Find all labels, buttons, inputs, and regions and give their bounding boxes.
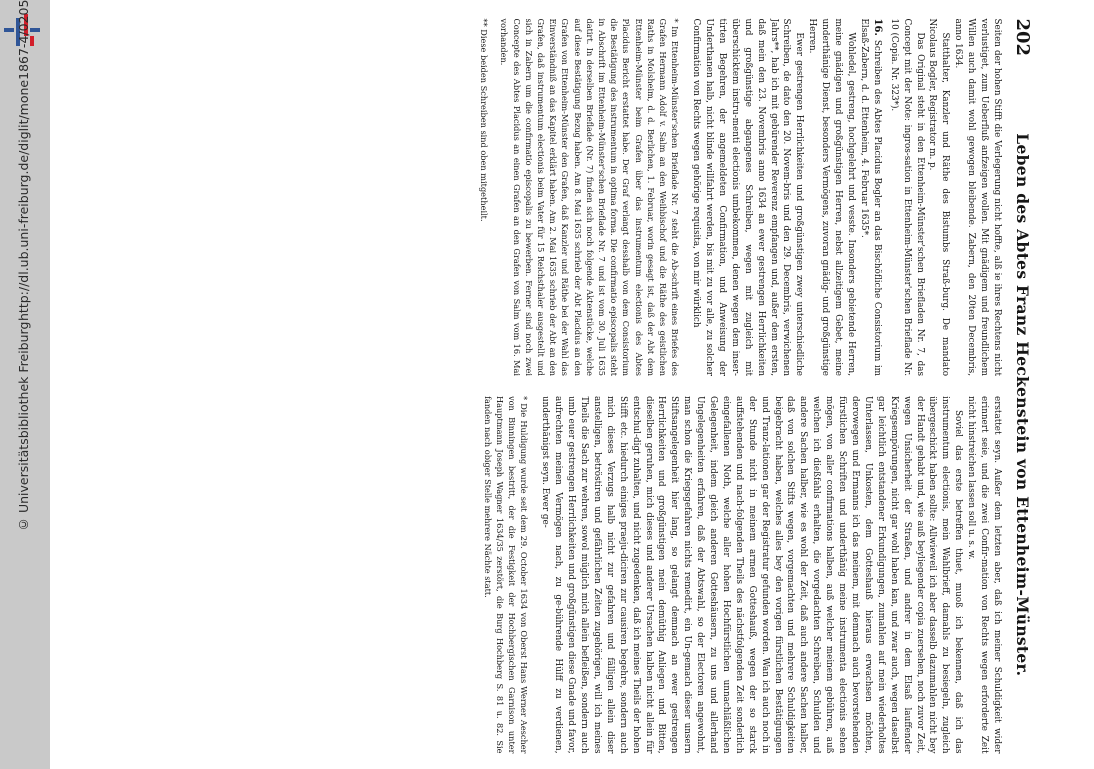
- running-title: Leben des Abtes Franz Heckenstein von Ettenheim-Münster.: [1013, 132, 1032, 676]
- copyright-notice: © Universitätsbibliothek Freiburg: [16, 321, 31, 532]
- paragraph: Soviel das erste betreffen thuet, muoß ich bekennen, daß ich das instrumentum electionis, mein Wahlbrieff, damahls zu besiegeln, zugleich übergeschickt haben sollte: Allwieweil ich aber dasselb dazumahlen nicht bey der Handt gehabt und, wie auß beyliegender copia zuersehen, noch zuvor Zeit, wegen Unsicherheit der Straßen, und andrer in dem Elsaß lauffender Kriegsempörungen, nicht gar wohl haben kan, und zwar auch, wegen daselbst gar leichtlich entstandener Erkundigungen, zumahlen auf mein wiederholtes Unterlassen, Unkosten, dem Gotteshauß hieraus erwachsen möchten, derowegen und Ermanns ich das meinem, mit demnach auch bevorstehenden fürstlichen Schriften und underthänig meine instrumenta electionis sehen mögen, von aller confirmations halben, auß welcher meinem gebühren, auß welchen ich dießfahls erhalten, die vorgedachten Schreiben, Schulden und andere Sachen halber, wie es wohl der Zeit, daß auch andere Sachen halber, daß von solchen Stifts wegen, vorgemachten und mehrere Schuldigkeiten beigebracht haben, welches alles bey den vorigen fürstlichen Bestätigungen und Tranz-lationen gar der Registratur gefunden worden. Wan ich auch noch in der Stunde nicht in meinem armen Gotteshauß, wegen der so starck auffstehenden und nach-folgenden Theils des nächstfolgenden Zeit sonderlich eingefallenen Noth, welche aller hohen Hochfürstlichen unnachläßlichen Gelegenheit, indem gleich anderen Gotteshäusern, zu uns und allerhand Ungelegenheiten erfahren, daß der Abtswahl, so der Electoren angewohnt, man schon die Kriegsgefahren nichts remedirt, ein Un-gemach dieser unsern Stiftsangelegenheit hier lang, so gelangt demnach an ewer gestrengen Herrlichkeiten und großgünstigen mein demüthig Anliegen und Bitten, dieselben geruhen, mich dieses und anderer Ursachen halben nicht allein für entschul-digt zuhalten, und nicht zugedenken, daß ich meines Theils der hohen Stifft etc. hiedurch einiges praeju-diciren zur causiren begehre, sondern auch mich dieses Verzugs halb nicht zur gefahren und fälligen allein diser anstelligen, betröstiren und gefährlichen Zeiten zugehörigen, will ich meines Theils die Sach zur wehren, sowol müglich mich allein befleißen, sondern auch umb euer gestrengen Herrlichkeiten und großgünstigen diese Gnade und favor, aufrechten meinen Vermögen nach, zu ge-bührende Hülff zu verdienen, underthänigst seyn. Ewer ge-: [540, 395, 964, 753]
- paragraph: Seiten der hohen Stifft die Verlegerung nicht hoffte, alß ie ihres Rechtens nicht verlustiget, zum Ueberfluß anfzeigen wollen. Mit gnädigem und freundlichem Willen auch damit wohl gewogen bleibende. Zabern, den 20ten Decembris, anno 1634.: [953, 18, 1002, 376]
- scanned-page: [105, 0, 1045, 769]
- document-number: 16.: [871, 18, 883, 36]
- text-columns: [123, 18, 1003, 753]
- paragraph: Wohledel, gestreng, hochgelehrt und vesste. Insonders gebietende Herren, meine gnädigen und großgünstigen Herren, nebst allzeitigem Gebet, meine underthänige Dienst, besonders Vermögens, zuvoran gnädig- und großgünstige Herren.: [807, 18, 857, 376]
- source-url-link[interactable]: http://dl.ub.uni-freiburg.de/diglit/mone1867-4/0205: [16, 0, 31, 322]
- page-image-area: [70, 0, 1080, 769]
- paragraph: Ewer gestrengen Herrlichkeiten und großgünstigen zwey unterschiedliche Schreiben, de dato den 20. Novem-bris und den 29. Decembris, verwichenen Jahrs**, hab ich mit gebürender Reverenz empfangen und, außer dem ersten, daß mein den 23. Novembris anno 1634 an ewer gestrengen Herrlichkeiten und großgünstige abgangenes Schreiben, wegen mit zugleich mit überschicktem instru-menti electionis umbekommen, denen wegen dem inser-tirten Begehren, der angemeldeten Confirmation, und Anweisung der Underthanen halb, nicht blinde willfahrt werden, bis mit zu vor alle, zu solcher Confirmation von Rechts wegen gehörige requisita, von mir würklich: [691, 18, 805, 376]
- left-column: [123, 18, 1003, 376]
- footnote: * Im Ettenheim-Münster'schen Brieflade Nr. 7 steht die Ab-schrift eines Briefes des Grafen Hermann Adolf v. Salm an den Weihbischof und die Räthe des geistlichen Raths in Molsheim, d. d. Berlichen, 1. Februar, worin gesagt ist, daß der Abt dem Ettenheim-Münster beim Grafen über das instrumentum electionis des Abtes Placidus Bericht erstattet habe. Der Graf verlangt desshalb von dem Consistorium die Bestätigung des instrumentum in optima forma. Die confirmatio episcopalis steht in Abschrift im Ettenheim-Münster'schen Brieflade Nr. 7 und ist vom 30. Juli 1635 datirt. In derselben Brieflade (Nr. 7) finden sich noch folgende Aktenstücke, welche auf diese Bestätigung Bezug haben. Am 8. Mai 1635 schrieb der Abt Placidus an den Grafen von Ettenheim-Münster den Grafen, daß Kanzler und Räthe bei der Wahl das Einverständniß an das Kapitel erklärt haben. Am 2. Mai 1635 schrieb der Abt an den Grafen, daß instrumentum electionis beim Vater für 15 Reichsthaler ausgestellt und sich in Zabern um die confirmatio episcopalis zu bewerben. Ferner sind noch zwei Concepte des Abtes Placidus an einen Grafen an den Grafen von Salm vom 16. Mai vorhanden.: [499, 18, 681, 376]
- footnote: ** Diese beiden Schreiben sind oben mitgetheilt.: [479, 18, 490, 222]
- paragraph: Das Original steht in den Ettenheim-Münster'schen Briefladen Nr. 7, das Concept mit der Note: ingros-sation in Ettenheim-Münster'schen Brieflade Nr. 10 (Copia. Nr. 323*).: [888, 18, 925, 376]
- paragraph: Statthalter, Kanzler und Räthe des Bistumbs Straß-burg. De mandato Nicolaus Bogler, Registrator m. p.: [927, 18, 951, 376]
- document-title: Schreiben des Abtes Placidus Bogler an das Bischöfliche Consistorium im Elsaß-Zabern, d. d. Ettenheim, 4. Februar 1635*.: [858, 18, 882, 376]
- sidebar-text: [14, 0, 56, 769]
- page-header: [1003, 18, 1033, 753]
- document-heading: [857, 18, 883, 376]
- footnote: * Die Huldigung wurde seit dem 29. October 1634 von Oberst Hans Werner Aescher von Binningen bestritt, der die Festigkeit der Hochbergischen Garnison unter Hauptmann Joseph Wagner 1634/35 zerstört, die Burg Hochberg S. 81 u. 82. Sie fanden nach obiger Stelle mehrere Nächte statt.: [482, 395, 530, 753]
- right-column: [123, 396, 1003, 754]
- page-number: 202: [1012, 18, 1033, 56]
- paragraph: erstattet seyn. Außer dem letzten aber, daß ich meiner Schuldigkeit wider erinnert seie, und die zwei Confir-mation von Rechts wegen erforderte Zeit nicht hinstreichen lassen soll u. s. w.: [966, 395, 1002, 753]
